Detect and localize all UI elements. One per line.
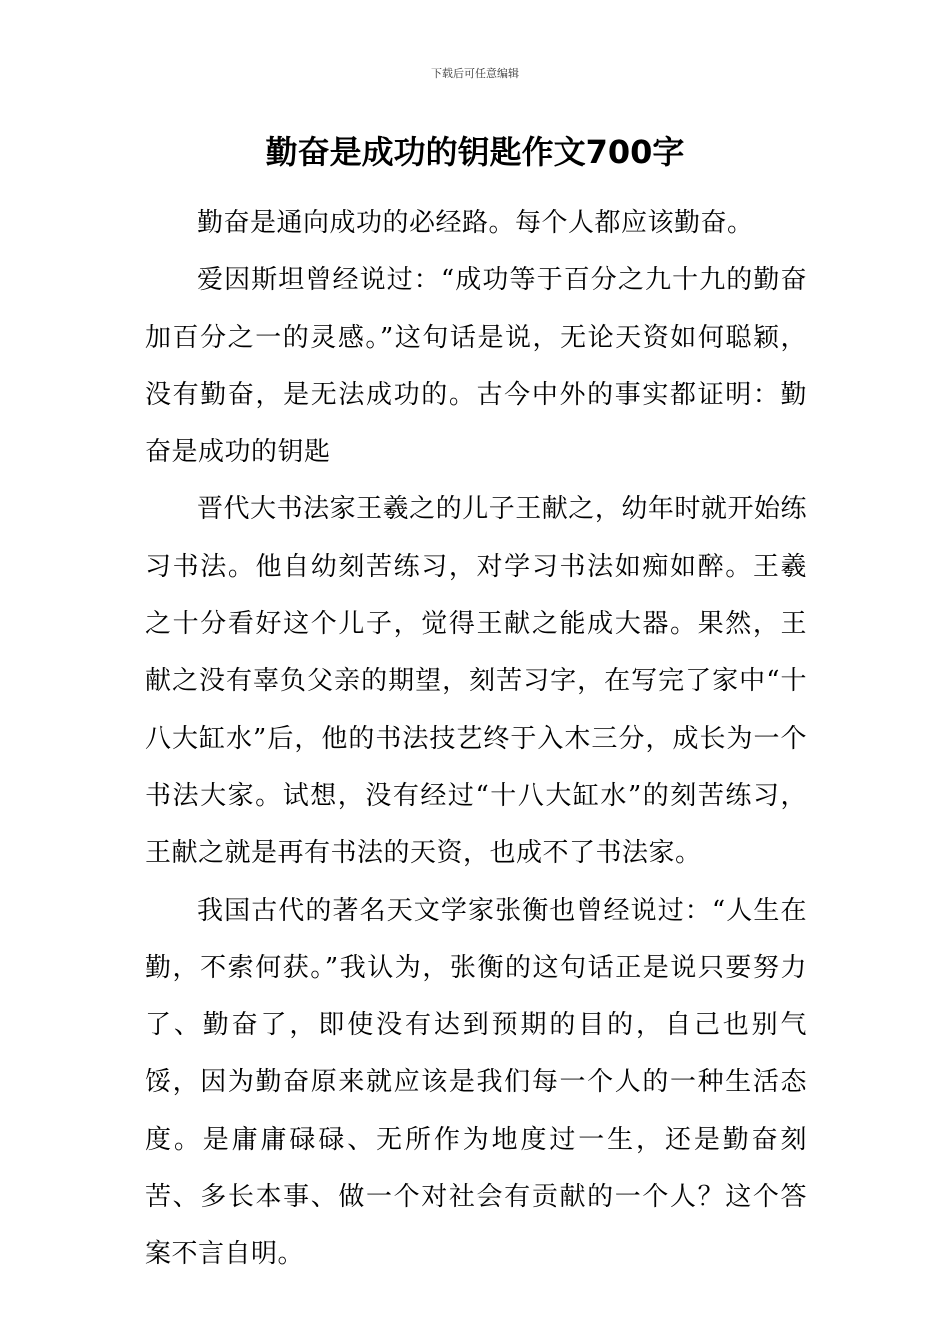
document-title: 勤奋是成功的钥匙作文700字 [265,133,685,171]
header-note: 下载后可任意编辑 [431,67,519,80]
paragraph-2: 爱因斯坦曾经说过：“成功等于百分之九十九的勤奋加百分之一的灵感。”这句话是说，无论天资如何聪颖，没有勤奋，是无法成功的。古今中外的事实都证明：勤奋是成功的钥匙 [145,265,807,468]
paragraph-1: 勤奋是通向成功的必经路。每个人都应该勤奋。 [197,208,754,238]
paragraph-4: 我国古代的著名天文学家张衡也曾经说过：“人生在勤，不索何获。”我认为，张衡的这句话正是说只要努力了、勤奋了，即使没有达到预期的目的，自己也别气馁，因为勤奋原来就应该是我们每一个人的一种生活态度。是庸庸碌碌、无所作为地度过一生，还是勤奋刻苦、多长本事、做一个对社会有贡献的一个人？这个答案不言自明。 [145,895,807,1270]
document-body [145,195,807,1284]
paragraph-3: 晋代大书法家王羲之的儿子王献之，幼年时就开始练习书法。他自幼刻苦练习，对学习书法如痴如醉。王羲之十分看好这个儿子，觉得王献之能成大器。果然，王献之没有辜负父亲的期望，刻苦习字，在写完了家中“十八大缸水”后，他的书法技艺终于入木三分，成长为一个书法大家。试想，没有经过“十八大缸水”的刻苦练习，王献之就是再有书法的天资，也成不了书法家。 [145,494,807,869]
